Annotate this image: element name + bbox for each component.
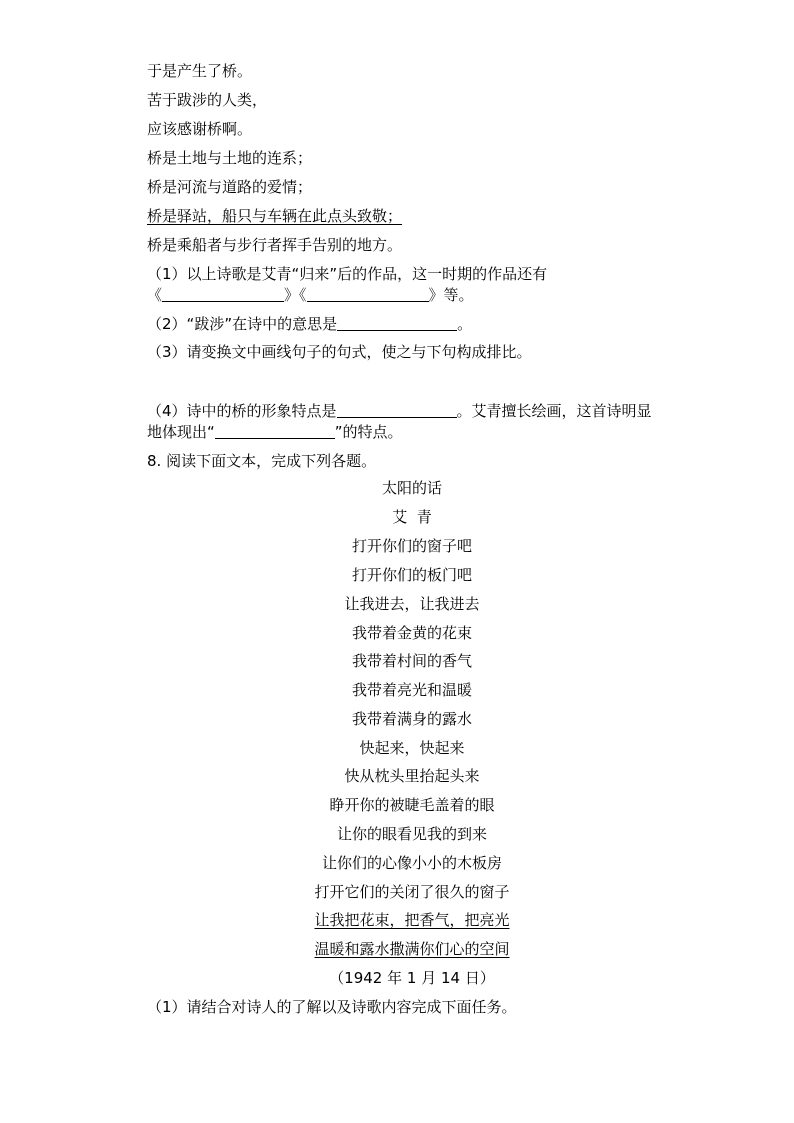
question-4-text-cont: 。艾青擅长绘画，这首诗明显 — [456, 402, 652, 420]
question-4-end: ”的特点。 — [334, 423, 403, 441]
poem1-line: 于是产生了桥。 — [147, 62, 253, 80]
question-1-text: （1）以上诗歌是艾青“归来”后的作品，这一时期的作品还有 — [147, 265, 548, 283]
question-1-blanks — [147, 285, 474, 305]
poem1-line: 桥是乘船者与步行者挥手告别的地方。 — [147, 236, 403, 254]
poem2-line: 睁开你的被睫毛盖着的眼 — [329, 796, 495, 814]
poem2-line: 让你们的心像小小的木板房 — [321, 854, 502, 872]
section-8-heading: 8. 阅读下面文本，完成下列各题。 — [147, 452, 377, 470]
answer-blank[interactable] — [162, 287, 284, 302]
poem1-line: 桥是河流与道路的爱情； — [147, 178, 313, 196]
poem2-line: 快起来，快起来 — [359, 739, 465, 757]
poem1-line: 应该感谢桥啊。 — [147, 120, 253, 138]
question-4-text: 地体现出“ — [147, 423, 215, 441]
question-4-line2 — [147, 422, 403, 442]
answer-blank[interactable] — [337, 316, 457, 331]
question-2 — [147, 314, 472, 334]
poem2-underlined-line — [0, 939, 794, 959]
poem2-line: 让我进去，让我进去 — [344, 595, 480, 613]
poem1-line: 桥是土地与土地的连系； — [147, 149, 313, 167]
poem2-line: 快从枕头里抬起头来 — [344, 767, 480, 785]
poem1-underlined-line: 桥是驿站，船只与车辆在此点头致敬； — [147, 207, 403, 225]
question-3: （3）请变换文中画线句子的句式，使之与下句构成排比。 — [147, 343, 532, 361]
poem2-line: 让你的眼看见我的到来 — [336, 825, 487, 843]
poem2-underlined-text: 让我把花束，把香气，把亮光 — [314, 911, 510, 929]
book-title-separator: 》《 — [284, 286, 307, 304]
poem2-line: 打开你们的板门吧 — [351, 566, 472, 584]
poem2-line: 我带着村间的香气 — [351, 652, 472, 670]
answer-blank[interactable] — [307, 287, 429, 302]
poem2-author: 艾 青 — [392, 508, 432, 526]
poem2-line: 我带着金黄的花束 — [351, 624, 472, 642]
book-title-end: 》等。 — [428, 286, 474, 304]
poem2-date: （1942 年 1 月 14 日） — [329, 969, 495, 987]
question-4-line1 — [147, 401, 652, 421]
question-4-text: （4）诗中的桥的形象特点是 — [147, 402, 337, 420]
question-2-end: 。 — [457, 315, 473, 333]
answer-blank[interactable] — [215, 424, 335, 439]
book-title-open: 《 — [147, 286, 163, 304]
poem2-title: 太阳的话 — [381, 479, 442, 497]
answer-blank[interactable] — [337, 403, 457, 418]
poem1-line: 苦于跋涉的人类， — [147, 91, 268, 109]
poem2-line: 我带着满身的露水 — [351, 710, 472, 728]
section-8-question-1: （1）请结合对诗人的了解以及诗歌内容完成下面任务。 — [147, 998, 517, 1016]
question-2-text: （2）“跋涉”在诗中的意思是 — [147, 315, 338, 333]
poem2-line: 打开你们的窗子吧 — [351, 537, 472, 555]
poem2-underlined-text: 温暖和露水撒满你们心的空间 — [314, 940, 510, 958]
poem2-line: 打开它们的关闭了很久的窗子 — [314, 883, 510, 901]
poem2-underlined-line — [0, 910, 794, 930]
poem2-line: 我带着亮光和温暖 — [351, 681, 472, 699]
